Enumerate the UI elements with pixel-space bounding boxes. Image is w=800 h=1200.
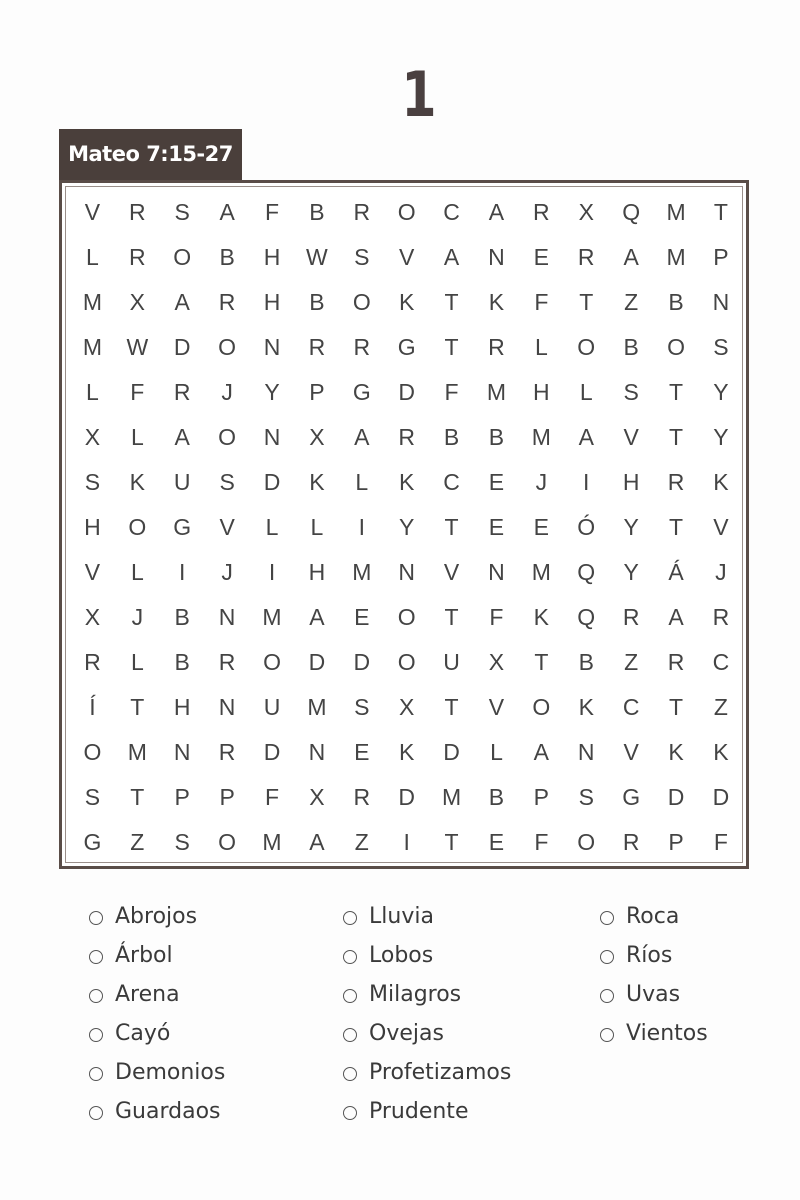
grid-letter[interactable]: H (308, 559, 326, 585)
grid-letter[interactable]: A (174, 424, 190, 450)
grid-letter[interactable]: E (488, 829, 505, 855)
grid-letter[interactable]: V (623, 739, 639, 765)
grid-letter[interactable]: K (713, 739, 729, 765)
grid-letter[interactable]: T (130, 784, 145, 810)
grid-letter[interactable]: D (398, 379, 415, 405)
checkbox-circle-icon[interactable] (89, 1067, 103, 1081)
grid-letter[interactable]: T (444, 334, 459, 360)
grid-letter[interactable]: S (354, 694, 370, 720)
grid-letter[interactable]: T (668, 379, 684, 405)
grid-letter[interactable]: S (174, 829, 190, 855)
grid-letter[interactable]: O (397, 199, 416, 225)
grid-letter[interactable]: M (307, 694, 327, 720)
grid-letter[interactable]: P (174, 784, 190, 810)
grid-letter[interactable]: S (174, 199, 190, 225)
grid-letter[interactable]: M (486, 379, 507, 405)
grid-letter[interactable]: A (309, 829, 325, 855)
grid-letter[interactable]: B (309, 289, 325, 315)
word-list-item[interactable] (89, 1053, 225, 1092)
grid-letter[interactable]: I (583, 469, 590, 495)
checkbox-circle-icon[interactable] (343, 1067, 357, 1081)
grid-letter[interactable]: T (444, 829, 459, 855)
word-label: Cayó (115, 1021, 171, 1046)
grid-letter[interactable]: Z (624, 649, 639, 675)
grid-letter[interactable]: R (353, 784, 371, 810)
grid-letter[interactable]: C (712, 649, 730, 675)
grid-letter[interactable]: A (578, 424, 594, 450)
grid-letter[interactable]: K (668, 739, 684, 765)
grid-letter[interactable]: L (490, 739, 503, 765)
grid-letter[interactable]: Z (354, 829, 369, 855)
word-label: Uvas (626, 982, 681, 1007)
grid-letter[interactable]: U (263, 694, 281, 720)
grid-letter[interactable]: Y (399, 514, 415, 540)
checkbox-circle-icon[interactable] (89, 950, 103, 964)
grid-letter[interactable]: B (668, 289, 684, 315)
grid-letter[interactable]: T (130, 694, 145, 720)
grid-letter[interactable]: R (218, 289, 236, 315)
grid-letter[interactable]: R (218, 739, 236, 765)
grid-letter[interactable]: P (713, 244, 729, 270)
grid-letter[interactable]: O (397, 604, 416, 630)
grid-letter[interactable]: N (577, 739, 595, 765)
grid-letter[interactable]: U (173, 469, 191, 495)
grid-letter[interactable]: X (309, 784, 325, 810)
grid-letter[interactable]: X (399, 694, 415, 720)
grid-letter[interactable]: R (218, 649, 236, 675)
grid-letter[interactable]: K (399, 289, 415, 315)
grid-letter[interactable]: X (84, 604, 101, 630)
grid-letter[interactable]: L (86, 379, 99, 405)
grid-letter[interactable]: O (173, 244, 192, 270)
grid-letter[interactable]: A (219, 199, 235, 225)
word-list-column-1 (89, 897, 225, 1131)
grid-letter[interactable]: R (622, 829, 640, 855)
word-label: Vientos (626, 1021, 708, 1046)
grid-letter[interactable]: D (667, 784, 685, 810)
grid-letter[interactable]: K (399, 739, 415, 765)
grid-letter[interactable]: A (174, 289, 190, 315)
grid-letter[interactable]: O (218, 829, 237, 855)
grid-letter[interactable]: D (173, 334, 191, 360)
checkbox-circle-icon[interactable] (343, 911, 357, 925)
grid-letter[interactable]: K (533, 604, 550, 630)
grid-letter[interactable]: R (667, 649, 685, 675)
grid-letter[interactable]: B (443, 424, 460, 450)
word-list-item[interactable] (343, 897, 511, 936)
grid-letter[interactable]: O (532, 694, 551, 720)
grid-letter[interactable]: S (354, 244, 370, 270)
page-number: 1 (401, 58, 437, 131)
grid-letter[interactable]: O (577, 829, 596, 855)
grid-letter[interactable]: H (533, 379, 550, 405)
grid-letter[interactable]: S (623, 379, 639, 405)
grid-letter[interactable]: Ó (577, 514, 596, 540)
grid-letter[interactable]: I (179, 559, 186, 585)
grid-letter[interactable]: R (353, 334, 371, 360)
grid-letter[interactable]: K (129, 469, 145, 495)
grid-letter[interactable]: J (131, 604, 144, 630)
checkbox-circle-icon[interactable] (600, 950, 614, 964)
word-label: Ríos (626, 943, 673, 968)
grid-letter[interactable]: V (84, 199, 101, 225)
word-label: Guardaos (115, 1099, 221, 1124)
grid-letter[interactable]: M (531, 559, 551, 585)
word-label: Abrojos (115, 904, 198, 929)
grid-letter[interactable]: H (622, 469, 640, 495)
grid-letter[interactable]: O (83, 739, 102, 765)
word-label: Ovejas (369, 1021, 444, 1046)
grid-letter[interactable]: M (127, 739, 147, 765)
grid-letter[interactable]: R (398, 424, 415, 450)
grid-letter[interactable]: T (534, 649, 549, 675)
grid-letter[interactable]: N (488, 559, 505, 585)
grid-letter[interactable]: S (219, 469, 235, 495)
checkbox-circle-icon[interactable] (343, 950, 357, 964)
grid-letter[interactable]: E (488, 469, 505, 495)
word-list-item[interactable] (343, 1053, 511, 1092)
grid-letter[interactable]: R (488, 334, 505, 360)
grid-letter[interactable]: D (308, 649, 326, 675)
word-list-item[interactable] (89, 897, 225, 936)
word-list-column-3 (600, 897, 708, 1053)
word-label: Lobos (369, 943, 434, 968)
grid-letter[interactable]: O (218, 424, 237, 450)
grid-letter[interactable]: T (579, 289, 594, 315)
grid-letter[interactable]: M (531, 424, 551, 450)
grid-letter[interactable]: N (488, 244, 505, 270)
grid-letter[interactable]: Z (713, 694, 728, 720)
grid-letter[interactable]: V (443, 559, 460, 585)
grid-letter[interactable]: A (668, 604, 684, 630)
grid-letter[interactable]: H (173, 694, 191, 720)
grid-letter[interactable]: A (309, 604, 325, 630)
grid-letter[interactable]: V (488, 694, 505, 720)
grid-letter[interactable]: E (533, 244, 550, 270)
grid-letter[interactable]: F (534, 829, 549, 855)
grid-letter[interactable]: O (218, 334, 237, 360)
grid-letter[interactable]: R (667, 469, 685, 495)
grid-letter[interactable]: Q (577, 559, 596, 585)
word-list (0, 897, 800, 1137)
checkbox-circle-icon[interactable] (600, 989, 614, 1003)
grid-letter[interactable]: Í (89, 694, 96, 720)
grid-letter[interactable]: J (715, 559, 727, 585)
checkbox-circle-icon[interactable] (343, 1106, 357, 1120)
grid-letter[interactable]: C (622, 694, 640, 720)
grid-letter[interactable]: L (310, 514, 324, 540)
grid-letter[interactable]: R (173, 379, 191, 405)
grid-letter[interactable]: A (488, 199, 505, 225)
word-list-column-2 (343, 897, 511, 1131)
word-list-item[interactable] (343, 975, 511, 1014)
word-search-grid-frame (59, 180, 749, 869)
grid-letter[interactable]: K (309, 469, 325, 495)
grid-letter[interactable]: B (219, 244, 235, 270)
grid-letter[interactable]: E (488, 514, 505, 540)
grid-letter[interactable]: N (263, 334, 281, 360)
grid-letter[interactable]: R (84, 649, 101, 675)
word-list-item[interactable] (89, 1014, 225, 1053)
grid-letter[interactable]: S (578, 784, 594, 810)
grid-letter[interactable]: L (130, 649, 144, 675)
word-list-item[interactable] (343, 1014, 511, 1053)
grid-letter[interactable]: O (667, 334, 685, 360)
grid-letter[interactable]: X (488, 649, 505, 675)
word-label: Lluvia (369, 904, 434, 929)
verse-reference-tab: Mateo 7:15-27 (59, 129, 242, 180)
grid-letter[interactable]: L (86, 244, 99, 270)
grid-letter[interactable]: D (263, 739, 281, 765)
grid-letter[interactable]: N (263, 424, 281, 450)
grid-letter[interactable]: B (488, 784, 505, 810)
grid-letter[interactable]: P (309, 379, 325, 405)
grid-letter[interactable]: B (578, 649, 594, 675)
grid-letter[interactable]: I (268, 559, 276, 585)
grid-letter[interactable]: O (577, 334, 596, 360)
grid-letter[interactable]: F (264, 784, 280, 810)
grid-letter[interactable]: R (308, 334, 326, 360)
grid-letter[interactable]: H (263, 244, 281, 270)
grid-letter[interactable]: F (264, 199, 280, 225)
grid-letter[interactable]: G (173, 514, 192, 540)
grid-letter[interactable]: L (355, 469, 369, 495)
grid-letter[interactable]: Q (577, 604, 596, 630)
grid-letter[interactable]: D (263, 469, 281, 495)
grid-letter[interactable]: X (129, 289, 145, 315)
grid-letter[interactable]: H (263, 289, 281, 315)
grid-letter[interactable]: M (666, 244, 686, 270)
word-list-item[interactable] (89, 975, 225, 1014)
grid-letter[interactable]: R (353, 199, 371, 225)
grid-letter[interactable]: V (84, 559, 101, 585)
grid-letter[interactable]: B (623, 334, 639, 360)
checkbox-circle-icon[interactable] (89, 989, 103, 1003)
grid-letter[interactable]: E (354, 739, 370, 765)
grid-letter[interactable]: Z (624, 289, 639, 315)
grid-letter[interactable]: Y (623, 514, 639, 540)
word-list-item[interactable] (89, 1092, 225, 1131)
grid-letter[interactable]: M (262, 604, 282, 630)
word-list-item[interactable] (600, 897, 708, 936)
grid-letter[interactable]: S (84, 784, 101, 810)
grid-letter[interactable]: N (398, 559, 415, 585)
grid-letter[interactable]: O (352, 289, 371, 315)
checkbox-circle-icon[interactable] (600, 911, 614, 925)
grid-letter[interactable]: A (533, 739, 550, 765)
grid-letter[interactable]: D (443, 739, 460, 765)
word-list-item[interactable] (600, 936, 708, 975)
grid-letter[interactable]: R (129, 199, 146, 225)
letter-grid (70, 190, 743, 865)
grid-letter[interactable]: N (308, 739, 326, 765)
grid-letter[interactable]: G (83, 829, 102, 855)
grid-letter[interactable]: Á (668, 559, 684, 585)
word-list-item[interactable] (600, 1014, 708, 1053)
grid-letter[interactable]: V (713, 514, 729, 540)
word-label: Árbol (115, 943, 173, 968)
grid-letter[interactable]: F (534, 289, 549, 315)
grid-letter[interactable]: R (129, 244, 146, 270)
grid-letter[interactable]: T (444, 514, 459, 540)
grid-letter[interactable]: M (82, 334, 103, 360)
grid-letter[interactable]: J (221, 379, 233, 405)
grid-letter[interactable]: W (126, 334, 149, 360)
grid-letter[interactable]: V (219, 514, 235, 540)
grid-letter[interactable]: B (488, 424, 505, 450)
checkbox-circle-icon[interactable] (343, 989, 357, 1003)
grid-letter[interactable]: B (309, 199, 325, 225)
grid-letter[interactable]: F (713, 829, 728, 855)
grid-letter[interactable]: E (354, 604, 370, 630)
grid-letter[interactable]: R (577, 244, 595, 270)
grid-letter[interactable]: T (444, 604, 459, 630)
grid-letter[interactable]: R (533, 199, 550, 225)
grid-letter[interactable]: M (262, 829, 282, 855)
grid-letter[interactable]: T (444, 289, 459, 315)
grid-letter[interactable]: N (173, 739, 191, 765)
grid-letter[interactable]: O (263, 649, 281, 675)
grid-letter[interactable]: G (397, 334, 416, 360)
grid-letter[interactable]: O (128, 514, 147, 540)
grid-letter[interactable]: I (358, 514, 365, 540)
grid-letter[interactable]: Z (130, 829, 145, 855)
checkbox-circle-icon[interactable] (89, 911, 103, 925)
grid-letter[interactable]: D (353, 649, 371, 675)
grid-letter[interactable]: B (174, 604, 190, 630)
grid-letter[interactable]: T (444, 694, 459, 720)
grid-letter[interactable]: V (623, 424, 639, 450)
grid-letter[interactable]: H (84, 514, 101, 540)
grid-letter[interactable]: O (397, 649, 416, 675)
word-label: Profetizamos (369, 1060, 512, 1085)
grid-letter[interactable]: A (623, 244, 639, 270)
grid-letter[interactable]: S (84, 469, 101, 495)
grid-letter[interactable]: K (488, 289, 505, 315)
grid-letter[interactable]: K (399, 469, 415, 495)
grid-letter[interactable]: S (713, 334, 729, 360)
word-label: Roca (626, 904, 680, 929)
grid-letter[interactable]: R (712, 604, 730, 630)
grid-letter[interactable]: T (713, 199, 728, 225)
grid-letter[interactable]: Y (713, 379, 729, 405)
checkbox-circle-icon[interactable] (343, 1028, 357, 1042)
grid-letter[interactable]: N (218, 694, 236, 720)
grid-letter[interactable]: G (352, 379, 371, 405)
grid-letter[interactable]: L (130, 559, 144, 585)
grid-letter[interactable]: I (403, 829, 410, 855)
grid-letter[interactable]: Q (622, 199, 641, 225)
word-list-item[interactable] (89, 936, 225, 975)
grid-letter[interactable]: A (443, 244, 460, 270)
grid-letter[interactable]: F (130, 379, 145, 405)
grid-letter[interactable]: X (84, 424, 101, 450)
grid-letter[interactable]: A (354, 424, 370, 450)
grid-letter[interactable]: L (265, 514, 279, 540)
grid-letter[interactable]: D (712, 784, 730, 810)
grid-letter[interactable]: J (535, 469, 548, 495)
grid-letter[interactable]: L (579, 379, 593, 405)
grid-letter[interactable]: D (398, 784, 415, 810)
grid-letter[interactable]: M (82, 289, 103, 315)
grid-letter[interactable]: Y (264, 379, 280, 405)
word-list-item[interactable] (343, 936, 511, 975)
grid-letter[interactable]: G (622, 784, 641, 810)
grid-letter[interactable]: P (219, 784, 235, 810)
checkbox-circle-icon[interactable] (600, 1028, 614, 1042)
grid-letter[interactable]: Y (623, 559, 639, 585)
grid-letter[interactable]: M (441, 784, 462, 810)
grid-letter[interactable]: L (534, 334, 548, 360)
grid-letter[interactable]: P (668, 829, 684, 855)
grid-letter[interactable]: T (668, 424, 684, 450)
grid-letter[interactable]: N (218, 604, 236, 630)
grid-letter[interactable]: C (443, 469, 460, 495)
grid-letter[interactable]: M (352, 559, 372, 585)
grid-letter[interactable]: K (578, 694, 594, 720)
word-label: Milagros (369, 982, 462, 1007)
word-label: Demonios (115, 1060, 226, 1085)
grid-letter[interactable]: E (533, 514, 550, 540)
grid-letter[interactable]: K (713, 469, 729, 495)
grid-letter[interactable]: C (443, 199, 460, 225)
grid-letter[interactable]: V (399, 244, 415, 270)
grid-letter[interactable]: J (221, 559, 233, 585)
grid-letter[interactable]: W (306, 244, 328, 270)
checkbox-circle-icon[interactable] (89, 1106, 103, 1120)
grid-letter[interactable]: T (668, 694, 684, 720)
grid-letter[interactable]: B (174, 649, 190, 675)
word-list-item[interactable] (343, 1092, 511, 1131)
grid-letter[interactable]: F (489, 604, 504, 630)
grid-letter[interactable]: X (578, 199, 594, 225)
grid-letter[interactable]: F (444, 379, 459, 405)
grid-letter[interactable]: R (622, 604, 640, 630)
grid-letter[interactable]: U (443, 649, 460, 675)
grid-letter[interactable]: Y (713, 424, 729, 450)
grid-letter[interactable]: N (712, 289, 730, 315)
grid-letter[interactable]: X (309, 424, 325, 450)
grid-letter[interactable]: M (666, 199, 686, 225)
word-label: Arena (115, 982, 180, 1007)
word-label: Prudente (369, 1099, 469, 1124)
grid-letter[interactable]: T (668, 514, 684, 540)
word-list-item[interactable] (600, 975, 708, 1014)
grid-letter[interactable]: L (130, 424, 144, 450)
checkbox-circle-icon[interactable] (89, 1028, 103, 1042)
grid-letter[interactable]: P (533, 784, 550, 810)
